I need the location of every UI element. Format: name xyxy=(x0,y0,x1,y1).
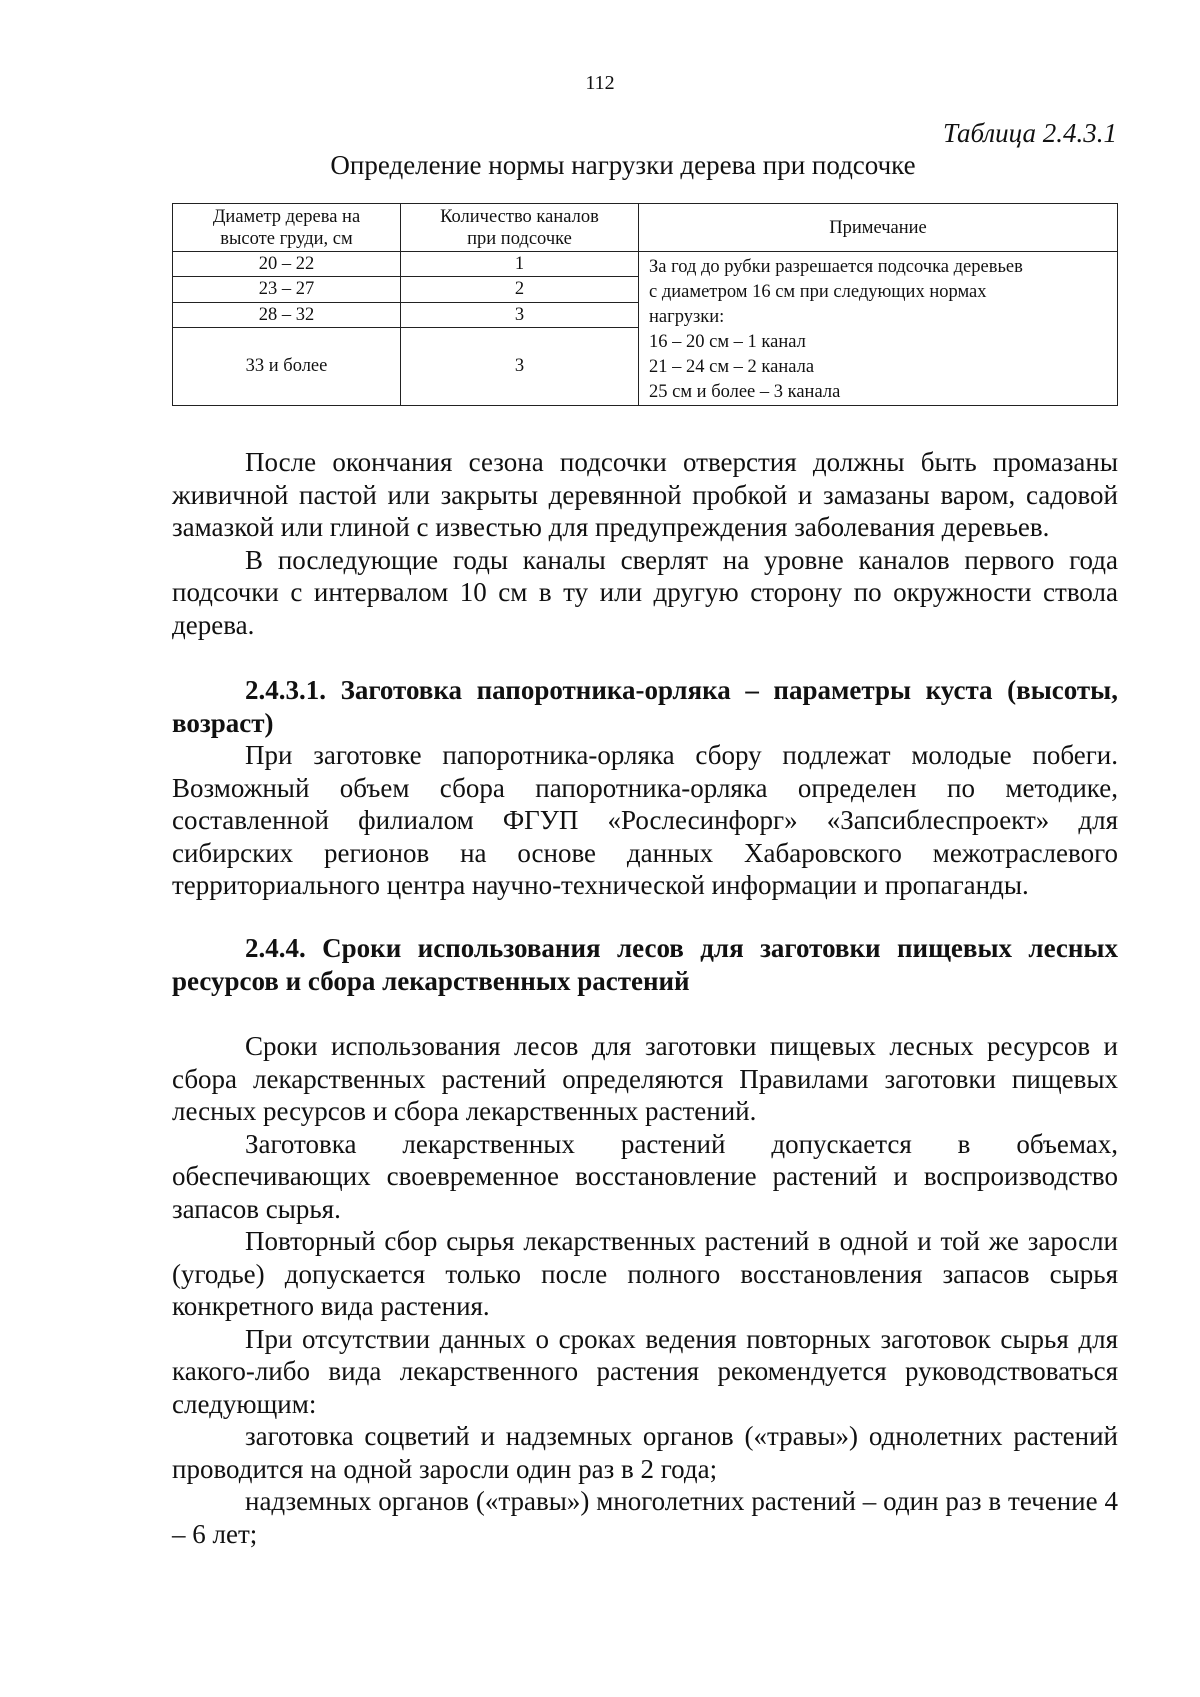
header-channels-line1: Количество каналов xyxy=(440,206,599,227)
cell-diameter: 33 и более xyxy=(173,327,401,405)
paragraph: Заготовка лекарственных растений допускается в объемах, обеспечивающих своевременное восстановление растений и воспроизводство запасов сырья. xyxy=(172,1128,1118,1224)
paragraph: Повторный сбор сырья лекарственных растений в одной и той же заросли (угодье) допускается только после полного восстановления запасов сырья конкретного вида растения. xyxy=(172,1226,1118,1321)
page-number: 112 xyxy=(585,72,615,94)
note-line: За год до рубки разрешается подсочка деревьев xyxy=(649,257,1023,277)
section-heading: 2.4.3.1. Заготовка папоротника-орляка – параметры куста (высоты, возраст) xyxy=(172,675,1118,738)
cell-diameter: 28 – 32 xyxy=(173,302,401,327)
paragraph: надземных органов («травы») многолетних растений – один раз в течение 4 – 6 лет; xyxy=(172,1486,1118,1549)
paragraph: При заготовке папоротника-орляка сбору подлежат молодые побеги. Возможный объем сбора папоротника-орляка определен по методике, составленной филиалом ФГУП «Рослесинфорг» «Запсиблеспроект» для сибирских регионов на основе данных Хабаровского межотраслевого территориального центра научно-технической информации и пропаганды. xyxy=(172,740,1118,900)
paragraph: При отсутствии данных о сроках ведения повторных заготовок сырья для какого-либо вида лекарственного растения рекомендуется руководствоваться следующим: xyxy=(172,1323,1118,1419)
cell-diameter: 20 – 22 xyxy=(173,252,401,277)
fern-section xyxy=(172,674,1118,902)
note-line: 25 см и более – 3 канала xyxy=(649,382,841,402)
cell-channels: 3 xyxy=(401,302,639,327)
paragraph: В последующие годы каналы сверлят на уровне каналов первого года подсочки с интервалом 10 см в ту или другую сторону по окружности ствола дерева. xyxy=(172,544,1118,640)
note-line: с диаметром 16 см при следующих нормах xyxy=(649,282,987,302)
load-norm-table xyxy=(172,203,1118,406)
header-diameter-line2: высоте груди, см xyxy=(220,228,353,249)
header-diameter-line1: Диаметр дерева на xyxy=(212,206,361,227)
cell-channels: 3 xyxy=(401,327,639,405)
paragraph: заготовка соцветий и надземных органов («травы») однолетних растений проводится на одной заросли один раз в 2 года; xyxy=(172,1421,1118,1484)
cell-channels: 1 xyxy=(401,252,639,277)
header-channels-line2: при подсочке xyxy=(467,228,572,249)
paragraph: После окончания сезона подсочки отверстия должны быть промазаны живичной пастой или закрыты деревянной пробкой и замазаны варом, садовой замазкой или глиной с известью для предупреждения заболевания деревьев. xyxy=(172,447,1118,542)
table-row xyxy=(173,252,1118,277)
table-title: Определение нормы нагрузки дерева при подсочке xyxy=(330,150,916,180)
tapping-text-block xyxy=(172,446,1118,641)
cell-channels: 2 xyxy=(401,277,639,302)
terms-section-heading-block xyxy=(172,932,1118,997)
note-line: 21 – 24 см – 2 канала xyxy=(649,357,815,377)
cell-diameter: 23 – 27 xyxy=(173,277,401,302)
table-header-row xyxy=(173,204,1118,252)
section-heading: 2.4.4. Сроки использования лесов для заготовки пищевых лесных ресурсов и сбора лекарственных растений xyxy=(172,933,1118,996)
table-caption: Таблица 2.4.3.1 xyxy=(942,118,1117,148)
note-line: нагрузки: xyxy=(649,307,725,327)
header-channels xyxy=(401,204,639,252)
cell-note xyxy=(639,252,1118,406)
note-line: 16 – 20 см – 1 канал xyxy=(649,332,806,352)
header-note: Примечание xyxy=(639,204,1118,252)
header-diameter xyxy=(173,204,401,252)
paragraph: Сроки использования лесов для заготовки пищевых лесных ресурсов и сбора лекарственных растений определяются Правилами заготовки пищевых лесных ресурсов и сбора лекарственных растений. xyxy=(172,1031,1118,1126)
terms-section-text xyxy=(172,1030,1118,1550)
